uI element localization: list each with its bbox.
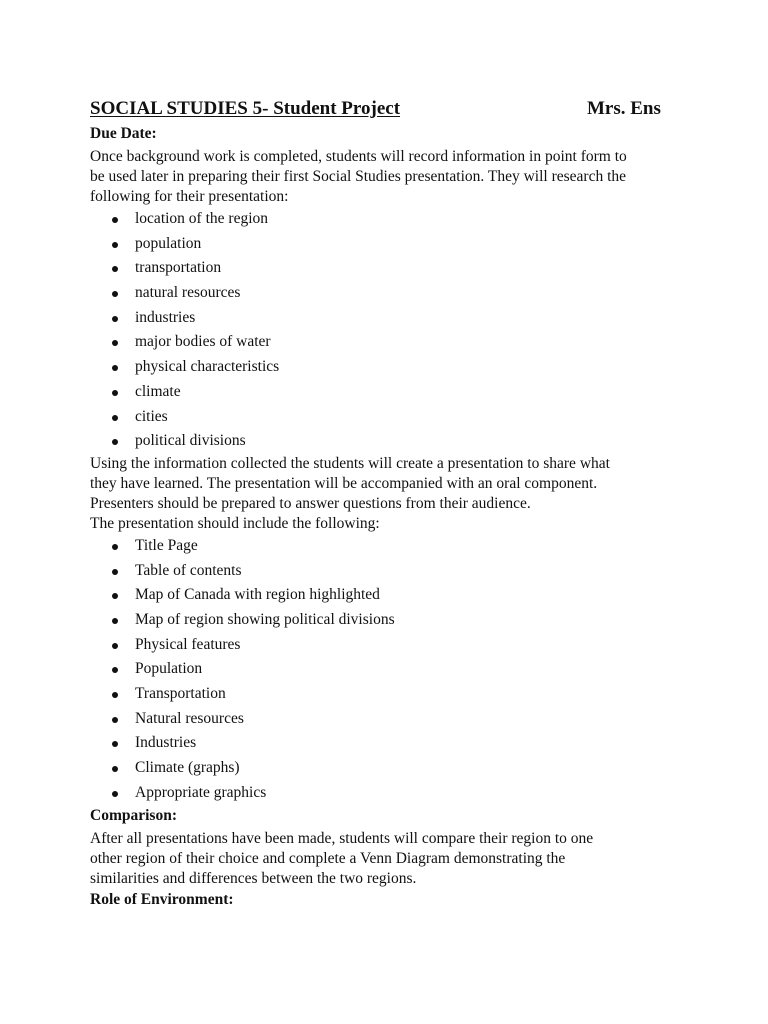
bullet-icon bbox=[112, 717, 118, 723]
bullet-icon bbox=[112, 291, 118, 297]
intro-line: be used later in preparing their first Social Studies presentation. They will research the bbox=[90, 168, 627, 185]
list-item bbox=[90, 583, 690, 608]
list-item-text: location of the region bbox=[135, 210, 268, 227]
list-item-text: population bbox=[135, 234, 202, 252]
list-item bbox=[90, 380, 690, 405]
presentation-line: they have learned. The presentation will be accompanied with an oral component. bbox=[90, 474, 598, 492]
presentation-line: Presenters should be prepared to answer questions from their audience. bbox=[90, 494, 531, 512]
bullet-icon bbox=[112, 741, 118, 747]
bullet-icon bbox=[112, 569, 118, 575]
list-item-text: Transportation bbox=[135, 685, 226, 702]
bullet-icon bbox=[112, 766, 118, 772]
document-page bbox=[90, 96, 690, 910]
list-item bbox=[90, 781, 690, 806]
list-item-text: natural resources bbox=[135, 284, 241, 302]
list-item-text: Natural resources bbox=[135, 709, 244, 727]
bullet-icon bbox=[112, 390, 118, 396]
bullet-icon bbox=[112, 316, 118, 322]
comparison-line: After all presentations have been made, students will compare their region to one bbox=[90, 830, 594, 848]
teacher-name: Mrs. Ens bbox=[587, 98, 661, 119]
presentation-items-list bbox=[90, 534, 690, 806]
presentation-line: Using the information collected the students will create a presentation to share what bbox=[90, 454, 610, 472]
list-item-text: Appropriate graphics bbox=[135, 783, 267, 801]
presentation-paragraph bbox=[90, 454, 690, 534]
list-item bbox=[90, 207, 690, 232]
list-item bbox=[90, 232, 690, 257]
list-item-text: physical characteristics bbox=[135, 358, 280, 376]
list-item bbox=[90, 281, 690, 306]
list-item-text: Table of contents bbox=[135, 561, 242, 579]
comparison-heading: Comparison: bbox=[90, 807, 177, 825]
document-title: SOCIAL STUDIES 5- Student Project bbox=[90, 98, 401, 119]
document-header bbox=[90, 96, 690, 124]
intro-line: Once background work is completed, students will record information in point form to bbox=[90, 148, 627, 165]
include-intro-line: The presentation should include the following: bbox=[90, 514, 380, 532]
bullet-icon bbox=[112, 415, 118, 421]
list-item bbox=[90, 682, 690, 707]
list-item-text: climate bbox=[135, 382, 181, 400]
list-item-text: Industries bbox=[135, 734, 197, 752]
research-topics-list bbox=[90, 207, 690, 454]
list-item bbox=[90, 608, 690, 633]
list-item bbox=[90, 559, 690, 584]
comparison-paragraph bbox=[90, 829, 690, 889]
list-item-text: industries bbox=[135, 308, 196, 326]
list-item bbox=[90, 256, 690, 281]
bullet-icon bbox=[112, 618, 118, 624]
list-item bbox=[90, 306, 690, 331]
list-item-text: Title Page bbox=[135, 536, 198, 554]
list-item-text: Population bbox=[135, 660, 203, 678]
list-item bbox=[90, 756, 690, 781]
list-item-text: transportation bbox=[135, 259, 222, 277]
bullet-icon bbox=[112, 791, 118, 797]
list-item bbox=[90, 534, 690, 559]
list-item bbox=[90, 330, 690, 355]
role-of-environment-heading: Role of Environment: bbox=[90, 891, 234, 909]
bullet-icon bbox=[112, 217, 118, 223]
comparison-line: other region of their choice and complete a Venn Diagram demonstrating the bbox=[90, 850, 566, 868]
list-item-text: Map of Canada with region highlighted bbox=[135, 586, 380, 604]
list-item-text: political divisions bbox=[135, 432, 246, 450]
intro-paragraph bbox=[90, 147, 690, 207]
list-item bbox=[90, 657, 690, 682]
bullet-icon bbox=[112, 544, 118, 550]
list-item bbox=[90, 429, 690, 454]
due-date-label: Due Date: bbox=[90, 125, 157, 142]
list-item-text: Map of region showing political divisions bbox=[135, 610, 395, 628]
list-item-text: Physical features bbox=[135, 635, 241, 653]
bullet-icon bbox=[112, 593, 118, 599]
list-item bbox=[90, 633, 690, 658]
intro-line: following for their presentation: bbox=[90, 188, 289, 205]
bullet-icon bbox=[112, 242, 118, 248]
list-item bbox=[90, 707, 690, 732]
list-item bbox=[90, 731, 690, 756]
bullet-icon bbox=[112, 266, 118, 272]
list-item-text: cities bbox=[135, 407, 168, 425]
bullet-icon bbox=[112, 439, 118, 445]
bullet-icon bbox=[112, 340, 118, 346]
bullet-icon bbox=[112, 643, 118, 649]
bullet-icon bbox=[112, 692, 118, 698]
bullet-icon bbox=[112, 667, 118, 673]
bullet-icon bbox=[112, 365, 118, 371]
list-item-text: Climate (graphs) bbox=[135, 759, 240, 777]
list-item bbox=[90, 355, 690, 380]
list-item bbox=[90, 405, 690, 430]
list-item-text: major bodies of water bbox=[135, 333, 271, 351]
comparison-line: similarities and differences between the two regions. bbox=[90, 870, 417, 888]
